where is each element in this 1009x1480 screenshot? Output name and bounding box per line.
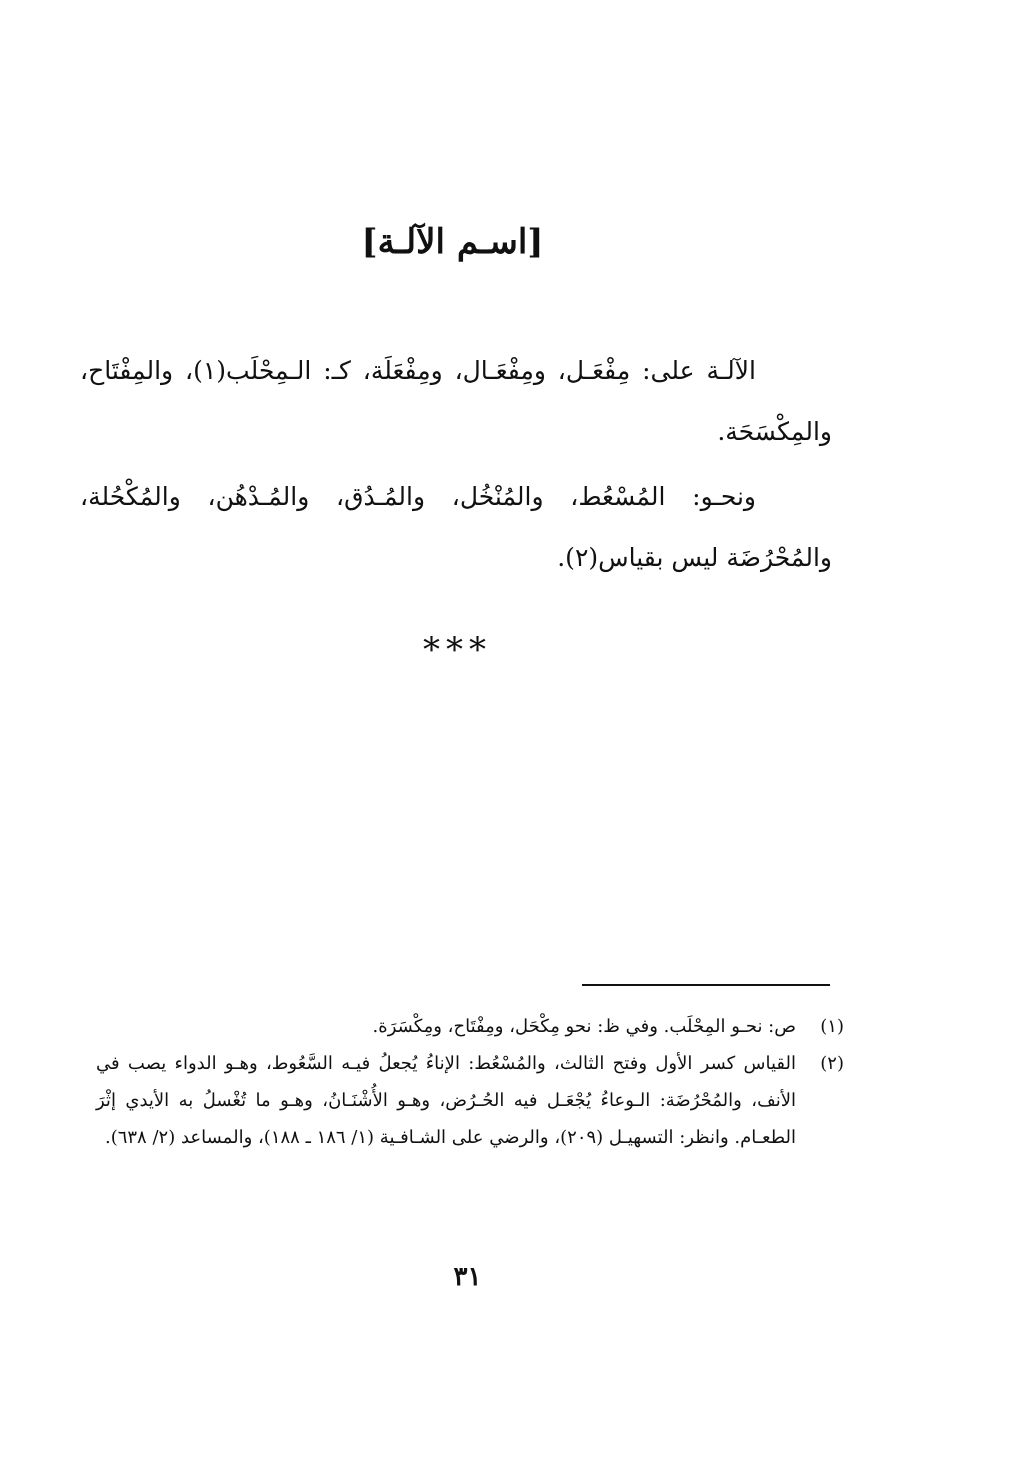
paragraph-1-text: الآلـة على: مِفْعَـل، ومِفْعَـال، ومِفْعَلَة، كـ: الـمِحْلَب(١)، والمِفْتَاح، والمِكْسَحَة. [80,356,832,446]
body-paragraph-2 [80,466,832,588]
footnote-number: (١) [820,1016,844,1037]
footnote-text: القياس كسر الأول وفتح الثالث، والمُسْعُط: الإناءُ يُجعلُ فيـه السَّعُوط، وهـو الدواء يصب في الأنف، والمُحْرُضَة: الـوعاءُ يُجْعَـل فيه الحُـرُض، وهـو الأُشْنَـانُ، وهـو ما تُغْسلُ به الأيدي إثْرَ الطعـام. وانظر: التسهيـل (٢٠٩)، والرضي على الشـافـية (١/ ١٨٦ ـ ١٨٨)، والمساعد (٢/ ٦٣٨). [96,1053,796,1148]
footnote-divider [582,984,830,986]
paragraph-2-text: ونحـو: المُسْعُط، والمُنْخُل، والمُـدُق، والمُـدْهُن، والمُكْحُلة، والمُحْرُضَة ليس بقياس(٢). [80,482,832,572]
section-title: [اسـم الآلـة] [361,222,544,262]
footnote-number: (٢) [820,1053,844,1074]
page-number: ٣١ [453,1262,482,1292]
footnote-text: ص: نحـو المِحْلَب. وفي ظ: نحو مِكْحَل، ومِفْتَاح، ومِكْسَرَة. [372,1016,796,1037]
section-separator: *** [423,630,492,670]
body-paragraph-1 [80,340,832,462]
footnote-1 [96,1008,844,1045]
footnote-2 [96,1045,844,1156]
footnotes [96,1008,844,1156]
